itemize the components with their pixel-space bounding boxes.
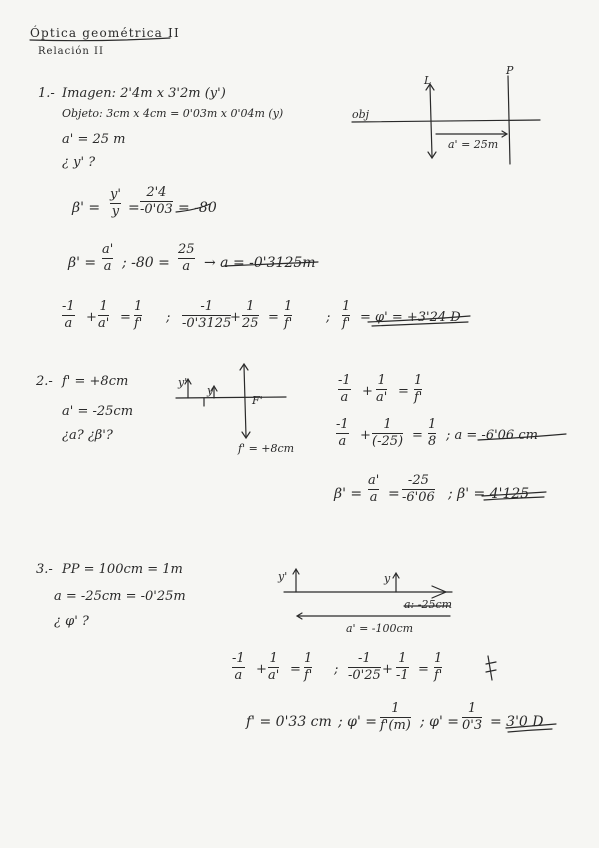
p1-line-2: Objeto: 3cm x 4cm = 0'03m x 0'04m (y) <box>62 107 284 120</box>
p2-diagram-label-focal: f' = +8cm <box>238 442 295 455</box>
p1-eq-fraction-6: 1 f' <box>284 299 293 331</box>
p2-eq2-plus: + <box>360 428 371 443</box>
p3-line-2: a = -25cm = -0'25m <box>54 589 186 604</box>
p1-diagram-label-obj: obj <box>352 108 370 121</box>
p1-eq-fraction-4: -1 -0'3125 <box>182 299 232 331</box>
p2-eq2-fraction-2: 1 (-25) <box>372 417 404 449</box>
p2-line-1: f' = +8cm <box>62 374 129 389</box>
p1-eq-result: = φ' = +3'24 D <box>360 310 461 325</box>
p2-eq1-fraction-3: 1 f' <box>414 373 423 405</box>
p2-eq2-equals: = <box>412 428 423 443</box>
p1-optical-axis <box>352 120 540 122</box>
p3-result-underline-1 <box>506 724 556 728</box>
p2-eq1-equals: = <box>398 384 409 399</box>
problem-2-number: 2.- <box>36 374 53 389</box>
problem-3-number: 3.- <box>36 562 53 577</box>
p1-eq-equals: = <box>120 310 131 325</box>
p3-focal-result: f' = 0'33 cm <box>246 714 332 730</box>
p1-eq-separator-2: ; <box>326 310 331 325</box>
p1-diagram-label-l: L <box>424 74 432 87</box>
p1-eq-separator: ; <box>166 310 171 325</box>
p2-beta-fraction-2: -25 -6'06 <box>402 473 435 505</box>
p1-eq-fraction-1: -1 a <box>62 299 75 331</box>
page-subtitle: Relación II <box>38 46 104 57</box>
p1-beta2-result: → a = -0'3125m <box>204 255 316 271</box>
p3-diagram-label-y-prime: y' <box>278 570 288 583</box>
p3-diagram-label-y: y <box>384 572 391 585</box>
p3-eq1-equals: = <box>290 662 301 677</box>
p3-eq2-plus: + <box>382 662 393 677</box>
p1-beta-result: = -80 <box>178 200 217 216</box>
p3-eq1-plus: + <box>256 662 267 677</box>
p1-eq-plus: + <box>86 310 97 325</box>
p1-line-1: Imagen: 2'4m x 3'2m (y') <box>62 86 226 101</box>
p1-beta-equals: = <box>128 200 140 216</box>
title-underline <box>30 38 170 41</box>
p1-diagram-label-p: P <box>506 64 514 77</box>
p3-eq1-fraction-3: 1 f' <box>304 651 313 683</box>
p2-diagram-label-y-prime: y' <box>178 376 188 389</box>
p3-eq1-fraction-2: 1 a' <box>268 651 280 683</box>
p1-eq-fraction-5: 1 25 <box>242 299 259 331</box>
p1-eq-fraction-7: 1 f' <box>342 299 351 331</box>
p2-diagram-label-focus: F' <box>252 394 263 407</box>
p3-phi-lhs: ; φ' = <box>338 714 377 730</box>
p1-line-3: a' = 25 m <box>62 132 126 147</box>
p1-beta-lhs: β' = <box>72 200 101 216</box>
p2-beta-underline-2 <box>484 497 544 500</box>
p1-eq-plus-2: + <box>230 310 241 325</box>
p2-lens-line <box>244 366 246 436</box>
p3-eq2-fraction-2: 1 -1 <box>396 651 409 683</box>
p2-diagram-label-y: y <box>207 384 214 397</box>
p3-phi-result: = 3'0 D <box>490 714 544 730</box>
p1-beta-fraction-1: y' y <box>110 187 121 219</box>
p2-optical-axis <box>176 397 286 398</box>
p2-beta-underline-1 <box>482 492 546 496</box>
p2-eq2-result: ; a = -6'06 cm <box>446 428 538 443</box>
p3-eq2-fraction-3: 1 f' <box>434 651 443 683</box>
p3-eq2-fraction-1: -1 -0'25 <box>348 651 381 683</box>
p2-beta-equals: = <box>388 486 400 502</box>
p1-beta-underline <box>176 204 210 212</box>
p1-result-underline-1 <box>368 316 470 322</box>
p2-eq2-fraction-3: 1 8 <box>428 417 437 449</box>
p2-eq1-fraction-2: 1 a' <box>376 373 388 405</box>
p2-eq1-plus: + <box>362 384 373 399</box>
p3-phi-fraction-2: 1 0'3 <box>462 701 483 733</box>
p3-line-1: PP = 100cm = 1m <box>62 562 183 577</box>
p3-line-3: ¿ φ' ? <box>54 614 89 629</box>
p1-beta-fraction-2: 2'4 -0'03 <box>140 185 173 217</box>
p1-eq-fraction-3: 1 f' <box>134 299 143 331</box>
p2-eq1-fraction-1: -1 a <box>338 373 351 405</box>
p3-eq-separator: ; <box>334 662 339 677</box>
p2-beta-lhs: β' = <box>334 486 363 502</box>
p1-eq-fraction-2: 1 a' <box>98 299 110 331</box>
p1-beta2-fraction-1: a' a <box>102 242 114 274</box>
p2-line-2: a' = -25cm <box>62 404 134 419</box>
p1-beta2-mid: ; -80 = <box>122 255 170 271</box>
p1-a-underline <box>224 262 318 266</box>
p2-eq2-fraction-1: -1 a <box>336 417 349 449</box>
p3-phi-fraction-1: 1 f'(m) <box>380 701 411 733</box>
p3-result-underline-2 <box>508 729 552 732</box>
p3-eq2-equals: = <box>418 662 429 677</box>
p3-diagram-label-a: a: -25cm <box>404 598 453 611</box>
p1-beta2-lhs: β' = <box>68 255 97 271</box>
p2-beta-result: ; β' = 4'125 <box>448 486 530 502</box>
p1-diagram-label-distance: a' = 25m <box>448 138 499 151</box>
p1-beta2-fraction-2: 25 a <box>178 242 195 274</box>
problem-1-number: 1.- <box>38 86 55 101</box>
p2-line-3: ¿a? ¿β'? <box>62 428 113 443</box>
p1-line-4: ¿ y' ? <box>62 155 96 170</box>
page-title: Óptica geométrica II <box>30 26 180 40</box>
p1-eq-equals-2: = <box>268 310 279 325</box>
p2-beta-fraction-1: a' a <box>368 473 380 505</box>
p3-scribble <box>486 656 496 680</box>
p2-a-underline <box>478 434 566 440</box>
p3-diagram-label-a-prime: a' = -100cm <box>346 622 414 635</box>
p1-result-underline-2 <box>372 322 468 326</box>
p3-phi-lhs-2: ; φ' = <box>420 714 459 730</box>
p3-eq1-fraction-1: -1 a <box>232 651 245 683</box>
